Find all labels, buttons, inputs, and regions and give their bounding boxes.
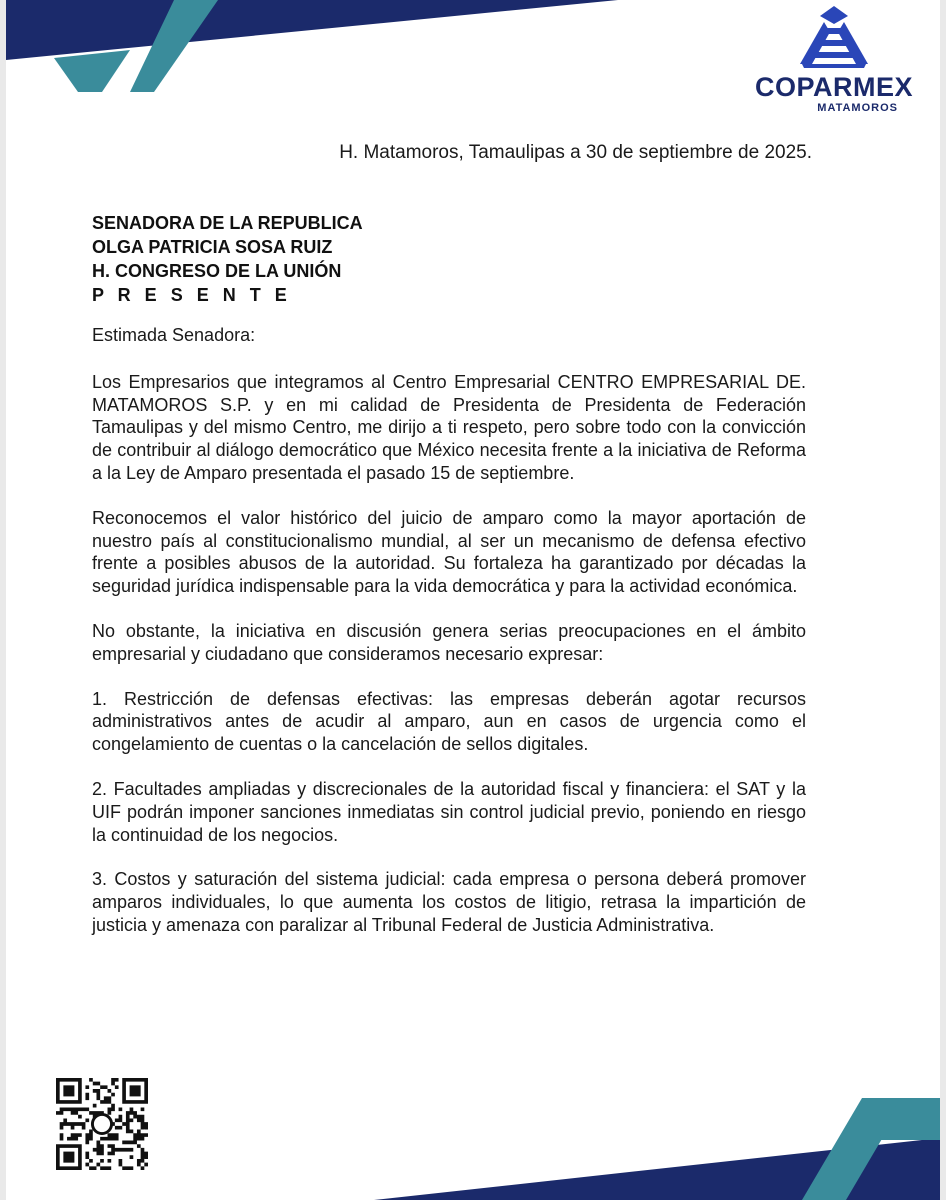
qr-code[interactable]: [56, 1078, 148, 1170]
top-navy-band: [6, 0, 618, 60]
salutation: Estimada Senadora:: [92, 325, 256, 345]
logo-org-sub: MATAMOROS: [817, 102, 898, 114]
addressee-line: H. CONGRESO DE LA UNIÓN: [92, 261, 342, 281]
body-paragraph: No obstante, la iniciativa en discusión genera serias preocupaciones en el ámbito empresarial y ciudadano que consideramos necesario expresar:: [92, 620, 806, 664]
letter-date: H. Matamoros, Tamaulipas a 30 de septiembre de 2025.: [339, 142, 812, 163]
body-paragraph: Los Empresarios que integramos al Centro Empresarial CENTRO EMPRESARIAL DE. MATAMOROS S.P. y en mi calidad de Presidenta de Presidenta de Federación Tamaulipas y del mismo Centro, me dirijo a ti respeto, pero sobre todo con la convicción de contribuir al diálogo democrático que México necesita frente a la iniciativa de Reforma a la Ley de Amparo presentada el pasado 15 de septiembre.: [92, 371, 806, 483]
letter-page: [6, 0, 940, 1200]
addressee-block: [92, 211, 363, 307]
coparmex-logo: [742, 6, 926, 118]
letter-body: [92, 324, 806, 959]
top-teal-tail: [54, 50, 130, 92]
coparmex-logo-mark: [800, 6, 868, 68]
body-paragraph: Reconocemos el valor histórico del juicio de amparo como la mayor aportación de nuestro país al constitucionalismo mundial, al ser un mecanismo de defensa efectivo frente a posibles abusos de la autoridad. Su fortaleza ha garantizado por décadas la seguridad jurídica indispensable para la vida democrática y para la actividad económica.: [92, 507, 806, 597]
addressee-presente: P R E S E N T E: [92, 285, 292, 305]
addressee-line: SENADORA DE LA REPUBLICA: [92, 213, 363, 233]
logo-org-name: COPARMEX: [754, 72, 913, 102]
list-point: 3. Costos y saturación del sistema judicial: cada empresa o persona deberá promover amparos individuales, lo que aumenta los costos de litigio, retrasa la impartición de justicia y amenaza con paralizar al Tribunal Federal de Justicia Administrativa.: [92, 869, 806, 935]
list-point: 2. Facultades ampliadas y discrecionales de la autoridad fiscal y financiera: el SAT y la UIF podrán imponer sanciones inmediatas sin control judicial previo, poniendo en riesgo la continuidad de los negocios.: [92, 778, 806, 845]
list-point: 1. Restricción de defensas efectivas: las empresas deberán agotar recursos administrativos antes de acudir al amparo, aun en casos de urgencia como el congelamiento de cuentas o la cancelación de sellos digitales.: [92, 688, 806, 755]
addressee-line: OLGA PATRICIA SOSA RUIZ: [92, 237, 333, 257]
